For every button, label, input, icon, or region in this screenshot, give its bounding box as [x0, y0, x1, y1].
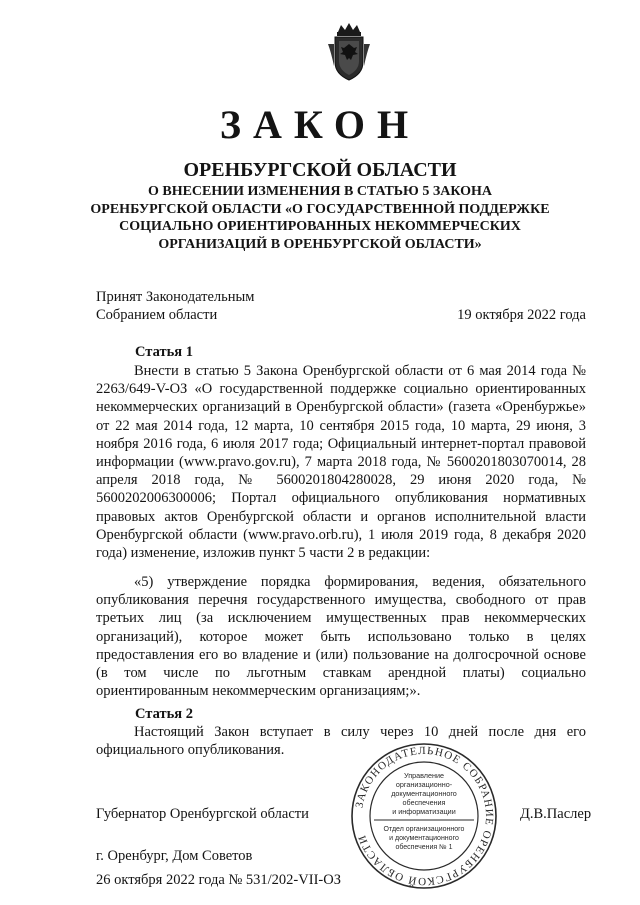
- seal-inner-line: Управление: [404, 771, 444, 780]
- adoption-note: [96, 288, 254, 324]
- signatory-name: Д.В.Паслер: [520, 806, 592, 822]
- law-subtitle: [90, 183, 550, 253]
- seal-inner-line: и информатизации: [392, 807, 456, 816]
- signatory-position: Губернатор Оренбургской области: [96, 806, 309, 822]
- subtitle-line: ОРЕНБУРГСКОЙ ОБЛАСТИ «О ГОСУДАРСТВЕННОЙ ПОДДЕРЖКЕ: [90, 201, 550, 217]
- seal-dept-line: Отдел организационного: [383, 826, 465, 833]
- article-2-text: Настоящий Закон вступает в силу через 10 дней после дня его официального опубликования.: [96, 724, 586, 759]
- adoption-date: 19 октября 2022 года: [457, 307, 586, 323]
- coat-of-arms-icon: [326, 22, 372, 82]
- signing-place: г. Оренбург, Дом Советов: [96, 848, 253, 864]
- article-1-text: Внести в статью 5 Закона Оренбургской области от 6 мая 2014 года № 2263/649-V-ОЗ «О государственной поддержке социально ориентированных некоммерческих организаций в Оренбургской области» (газета «Оренбуржье» от 22 мая 2014 года, 12 марта, 10 сентября 2015 года, 10 марта, 29 июня, 3 ноября 2016 года, 6 июля 2017 года; Официальный интернет-портал правовой информации (www.pravo.gov.ru), 7 марта 2018 года, № 5600201803070014, 28 апреля 2018 года, № 5600201804280028, 29 июня 2020 года, № 5600202006300006; Портал официального опубликования нормативных правовых актов Оренбургской области и органов исполнительной власти Оренбургской области (www.pravo.orb.ru), 1 июля 2019 года, 8 декабря 2020 года) изменение, изложив пункт 5 части 2 в редакции:: [96, 363, 586, 562]
- seal-inner-line: организационно-: [395, 780, 453, 789]
- seal-inner-line: документационного: [391, 789, 457, 798]
- seal-inner-line: обеспечения: [402, 798, 446, 807]
- article-1-heading: Статья 1: [135, 344, 193, 360]
- subtitle-line: О ВНЕСЕНИИ ИЗМЕНЕНИЯ В СТАТЬЮ 5 ЗАКОНА: [147, 184, 493, 199]
- seal-ring-text: ЗАКОНОДАТЕЛЬНОЕ СОБРАНИЕ ОРЕНБУРГСКОЙ ОБЛАСТИ: [353, 744, 496, 888]
- subtitle-line: СОЦИАЛЬНО ОРИЕНТИРОВАННЫХ НЕКОММЕРЧЕСКИХ: [119, 219, 521, 234]
- adoption-line: Собранием области: [96, 307, 218, 323]
- svg-text:ЗАКОНОДАТЕЛЬНОЕ СОБРАНИЕ ОРЕНБ: [354, 745, 496, 887]
- law-title: ЗАКОН: [219, 102, 421, 147]
- law-date-number: 26 октября 2022 года № 531/202-VII-ОЗ: [96, 872, 341, 888]
- seal-dept-line: и документационного: [389, 835, 459, 842]
- region-title: ОРЕНБУРГСКОЙ ОБЛАСТИ: [183, 159, 457, 181]
- adoption-line: Принят Законодательным: [96, 289, 255, 305]
- seal-dept-line: обеспечения № 1: [395, 844, 453, 851]
- official-seal: [350, 742, 498, 890]
- subtitle-line: ОРГАНИЗАЦИЙ В ОРЕНБУРГСКОЙ ОБЛАСТИ»: [158, 236, 482, 252]
- article-2-heading: Статья 2: [135, 706, 193, 722]
- article-1-quote: «5) утверждение порядка формирования, ведения, обязательного опубликования перечня государственного имущества, свободного от прав третьих лиц (за исключением имущественных прав некоммерческих организаций), которое может быть использовано только в целях предоставления его во владение и (или) пользование на долгосрочной основе (в том числе по льготным ставкам арендной платы) социально ориентированным некоммерческим организациям;».: [96, 574, 586, 700]
